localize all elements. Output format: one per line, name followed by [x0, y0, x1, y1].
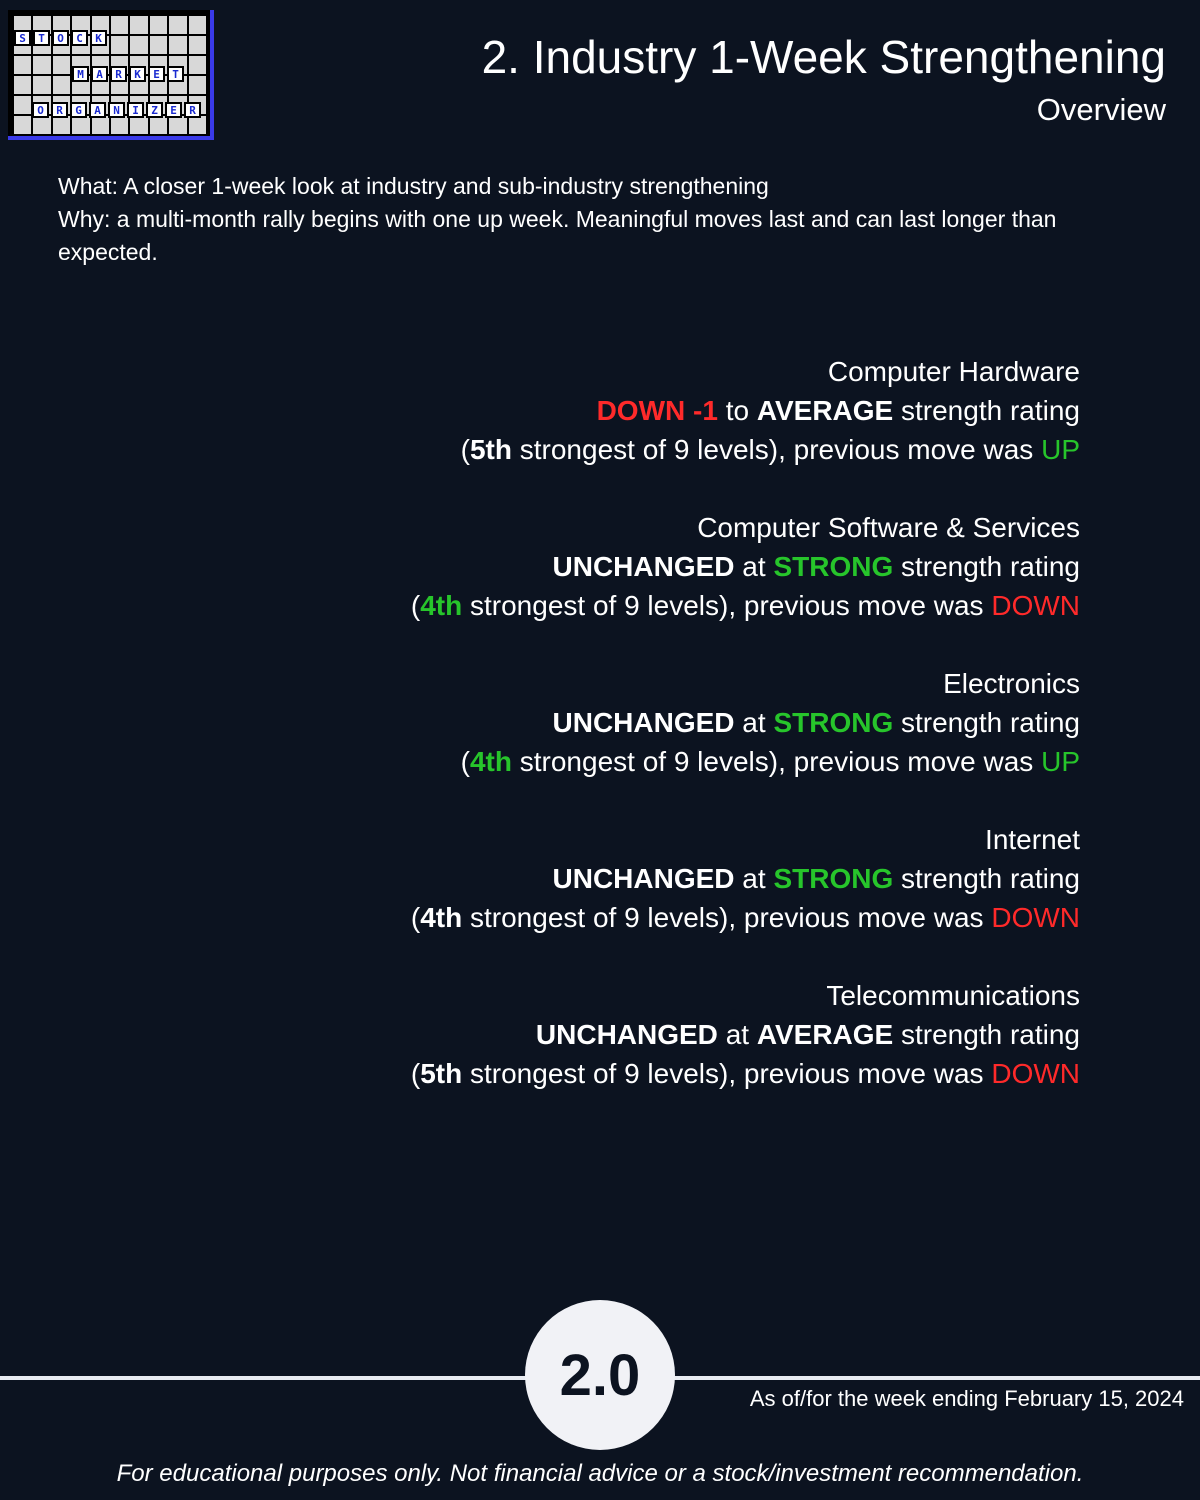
section-number-badge: 2.0	[525, 1300, 675, 1450]
rating-value: AVERAGE	[756, 1019, 894, 1050]
industry-name-text: Computer Software & Services	[697, 512, 1080, 543]
logo-grid-cell	[111, 36, 128, 54]
change-connector: at	[725, 1019, 750, 1050]
logo-grid-cell	[130, 116, 147, 134]
industry-name-text: Computer Hardware	[827, 356, 1080, 387]
logo-grid-cell	[189, 36, 206, 54]
industry-name-text: Electronics	[943, 668, 1080, 699]
logo-letter: E	[148, 66, 165, 82]
rating-change-line	[80, 1015, 1080, 1054]
previous-move: DOWN	[991, 590, 1080, 621]
change-value: DOWN -1	[596, 395, 718, 426]
logo-grid-cell	[189, 76, 206, 94]
logo-letter: O	[32, 102, 49, 118]
industry-entries	[80, 352, 1080, 1132]
industry-name	[80, 976, 1080, 1015]
disclaimer: For educational purposes only. Not financial advice or a stock/investment recommendation.	[116, 1460, 1084, 1487]
logo-grid-cell	[53, 116, 70, 134]
rating-suffix: strength rating	[901, 551, 1080, 582]
level-line: (5th strongest of 9 levels), previous move was UP	[460, 434, 1080, 465]
logo-grid-cell	[169, 36, 186, 54]
previous-move: UP	[1041, 746, 1080, 777]
logo-grid-cell	[111, 16, 128, 34]
logo-letter: M	[72, 66, 89, 82]
level-text: strongest of 9 levels), previous move was	[519, 746, 1034, 777]
change-value: UNCHANGED	[552, 551, 735, 582]
logo-word-organizer	[32, 102, 201, 118]
logo-grid-cell	[189, 116, 206, 134]
logo-letter: N	[108, 102, 125, 118]
rating-value: AVERAGE	[756, 395, 894, 426]
logo-grid-cell	[169, 16, 186, 34]
logo-grid-cell	[189, 16, 206, 34]
level-text: strongest of 9 levels), previous move was	[470, 1058, 984, 1089]
intro-what: What: A closer 1-week look at industry and sub-industry strengthening	[58, 173, 769, 199]
rating-value: STRONG	[773, 707, 894, 738]
change-value: UNCHANGED	[552, 863, 735, 894]
industry-name	[80, 664, 1080, 703]
change-connector: at	[742, 707, 766, 738]
industry-name-text: Telecommunications	[826, 980, 1080, 1011]
change-connector: at	[742, 551, 766, 582]
logo-letter: A	[91, 66, 108, 82]
previous-move: UP	[1041, 434, 1080, 465]
level-value: 5th	[420, 1058, 463, 1089]
logo-letter: T	[33, 30, 50, 46]
rating-change-line	[80, 703, 1080, 742]
logo-grid-cell	[150, 36, 167, 54]
intro-text	[58, 170, 1118, 269]
page-subtitle: Overview	[1036, 92, 1166, 127]
logo-grid-cell	[189, 56, 206, 74]
level-value: 4th	[420, 590, 463, 621]
page-title: 2. Industry 1-Week Strengthening	[481, 31, 1166, 83]
logo-grid-cell	[92, 116, 109, 134]
rating-suffix: strength rating	[901, 1019, 1080, 1050]
level-line: (4th strongest of 9 levels), previous move was DOWN	[410, 902, 1080, 933]
stock-market-organizer-logo	[8, 10, 214, 140]
logo-grid-cell	[150, 16, 167, 34]
logo-grid-cell	[14, 56, 31, 74]
logo-grid-cell	[14, 76, 31, 94]
logo-letter: E	[165, 102, 182, 118]
change-connector: at	[742, 863, 766, 894]
level-text: strongest of 9 levels), previous move was	[470, 902, 984, 933]
logo-grid-cell	[14, 116, 31, 134]
industry-entry	[80, 976, 1080, 1093]
logo-letter: C	[71, 30, 88, 46]
logo-grid-cell	[33, 116, 50, 134]
logo-letter: O	[52, 30, 69, 46]
industry-entry	[80, 508, 1080, 625]
logo-letter: Z	[146, 102, 163, 118]
logo-letter: T	[167, 66, 184, 82]
logo-letter: R	[110, 66, 127, 82]
logo-letter: K	[90, 30, 107, 46]
rating-value: STRONG	[773, 863, 894, 894]
logo-grid-cell	[111, 116, 128, 134]
logo-grid-cell	[53, 76, 70, 94]
logo-grid-cell	[72, 116, 89, 134]
level-value: 4th	[469, 746, 512, 777]
change-connector: to	[725, 395, 750, 426]
logo-word-stock	[14, 30, 107, 46]
industry-name	[80, 352, 1080, 391]
previous-move: DOWN	[991, 1058, 1080, 1089]
logo-grid-cell	[130, 36, 147, 54]
level-line: (5th strongest of 9 levels), previous move was DOWN	[410, 1058, 1080, 1089]
logo-grid-cell	[33, 76, 50, 94]
industry-entry	[80, 352, 1080, 469]
level-text: strongest of 9 levels), previous move was	[519, 434, 1034, 465]
previous-move: DOWN	[991, 902, 1080, 933]
logo-letter: R	[51, 102, 68, 118]
industry-entry	[80, 664, 1080, 781]
rating-change-line	[80, 859, 1080, 898]
level-value: 4th	[420, 902, 463, 933]
logo-letter: S	[14, 30, 31, 46]
rating-suffix: strength rating	[901, 395, 1080, 426]
logo-letter: K	[129, 66, 146, 82]
logo-grid-cell	[53, 56, 70, 74]
rating-suffix: strength rating	[901, 707, 1080, 738]
level-text: strongest of 9 levels), previous move was	[470, 590, 984, 621]
rating-value: STRONG	[773, 551, 894, 582]
logo-word-market	[72, 66, 184, 82]
intro-why: Why: a multi-month rally begins with one up week. Meaningful moves last and can last longer than expected.	[58, 206, 1057, 265]
change-value: UNCHANGED	[535, 1019, 718, 1050]
level-line: (4th strongest of 9 levels), previous move was DOWN	[410, 590, 1080, 621]
logo-grid-cell	[130, 16, 147, 34]
logo-letter: A	[89, 102, 106, 118]
logo-grid-cell	[150, 116, 167, 134]
level-line: (4th strongest of 9 levels), previous move was UP	[460, 746, 1080, 777]
as-of-date: As of/for the week ending February 15, 2024	[749, 1386, 1184, 1411]
logo-grid-cell	[14, 96, 31, 114]
industry-name	[80, 508, 1080, 547]
logo-letter: G	[70, 102, 87, 118]
logo-letter: R	[184, 102, 201, 118]
rating-change-line	[80, 391, 1080, 430]
level-value: 5th	[469, 434, 512, 465]
industry-name	[80, 820, 1080, 859]
change-value: UNCHANGED	[552, 707, 735, 738]
logo-grid-cell	[33, 56, 50, 74]
logo-grid-cell	[169, 116, 186, 134]
rating-suffix: strength rating	[901, 863, 1080, 894]
industry-entry	[80, 820, 1080, 937]
rating-change-line	[80, 547, 1080, 586]
logo-letter: I	[127, 102, 144, 118]
industry-name-text: Internet	[985, 824, 1080, 855]
